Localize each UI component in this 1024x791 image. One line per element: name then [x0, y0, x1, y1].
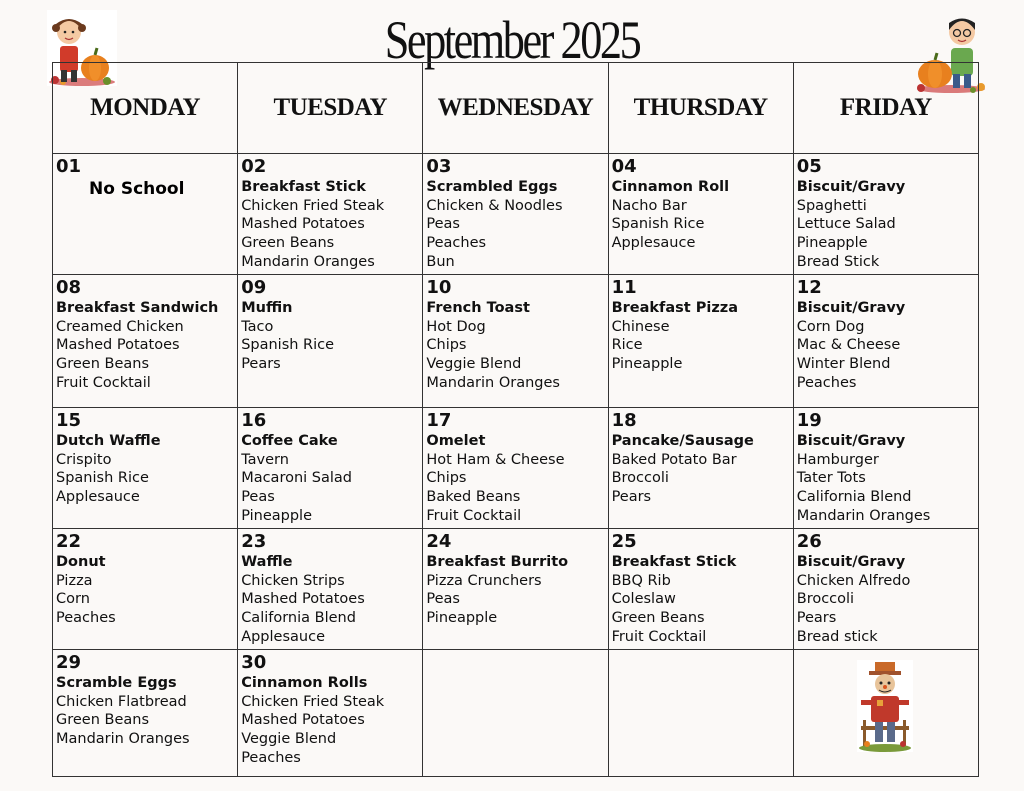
lunch-item: Broccoli: [796, 591, 855, 608]
lunch-item: Fruit Cocktail: [56, 374, 151, 391]
lunch-item: Pizza Crunchers: [426, 572, 542, 589]
day-cell: [238, 154, 423, 275]
breakfast-item: Breakfast Stick: [611, 554, 737, 570]
breakfast-item: Muffin: [241, 300, 293, 316]
lunch-item: Corn Dog: [796, 318, 865, 335]
day-number: 11: [611, 277, 637, 298]
day-cell: [793, 529, 978, 650]
day-number: 17: [426, 410, 452, 431]
breakfast-item: Breakfast Sandwich: [56, 300, 219, 316]
day-cell: [793, 275, 978, 408]
lunch-item: Pizza: [56, 572, 93, 589]
day-cell-content: [423, 154, 607, 272]
day-number: 29: [56, 652, 82, 673]
lunch-item: Spanish Rice: [241, 337, 335, 354]
day-cell: [608, 154, 793, 275]
lunch-item: Mac & Cheese: [796, 337, 901, 354]
lunch-item: Green Beans: [56, 356, 150, 373]
lunch-item: Taco: [241, 318, 274, 335]
day-cell-content: [53, 154, 237, 199]
lunch-item: Chicken Alfredo: [796, 572, 911, 589]
breakfast-item: Biscuit/Gravy: [796, 300, 906, 316]
day-number: 09: [241, 277, 267, 298]
lunch-item: Peaches: [796, 374, 857, 391]
day-cell: [793, 650, 978, 777]
lunch-item: Chinese: [611, 318, 670, 335]
day-number: 30: [241, 652, 267, 673]
week-row: [53, 408, 979, 529]
lunch-item: Green Beans: [241, 235, 335, 252]
week-row: [53, 529, 979, 650]
lunch-item: Mandarin Oranges: [56, 731, 190, 748]
lunch-item: Green Beans: [611, 610, 705, 627]
day-number: 26: [796, 531, 822, 552]
lunch-item: Broccoli: [611, 470, 669, 487]
lunch-item: California Blend: [796, 489, 912, 506]
lunch-item: Peaches: [241, 749, 301, 766]
day-cell: [238, 529, 423, 650]
day-cell: [608, 650, 793, 777]
day-cell: [238, 408, 423, 529]
day-cell: [423, 408, 608, 529]
lunch-item: Veggie Blend: [426, 356, 522, 373]
lunch-item: Applesauce: [611, 235, 696, 252]
breakfast-item: Cinnamon Rolls: [241, 675, 368, 691]
day-cell: [608, 529, 793, 650]
day-number: 03: [426, 156, 452, 177]
lunch-item: Winter Blend: [796, 356, 891, 373]
lunch-item: Hamburger: [796, 451, 879, 468]
day-cell-content: [423, 408, 607, 526]
weekday-header: THURSDAY: [608, 63, 793, 154]
lunch-item: Baked Beans: [426, 489, 521, 506]
lunch-item: Pears: [796, 610, 837, 627]
day-cell-content: [609, 154, 793, 253]
weekday-header: FRIDAY: [793, 63, 978, 154]
day-cell: [238, 275, 423, 408]
lunch-item: Hot Ham & Cheese: [426, 451, 565, 468]
page-title: September 2025: [384, 10, 640, 70]
day-cell: [53, 275, 238, 408]
lunch-item: Chips: [426, 337, 467, 354]
lunch-item: Green Beans: [56, 712, 150, 729]
lunch-item: BBQ Rib: [611, 572, 671, 589]
lunch-item: Bread Stick: [796, 253, 880, 270]
lunch-item: Bun: [426, 253, 455, 270]
breakfast-item: Breakfast Burrito: [426, 554, 569, 570]
day-number: 01: [56, 156, 82, 177]
lunch-item: Lettuce Salad: [796, 216, 896, 233]
day-cell-content: [423, 529, 607, 628]
day-cell: [793, 408, 978, 529]
day-cell: [53, 408, 238, 529]
breakfast-item: Waffle: [241, 554, 293, 570]
day-number: 22: [56, 531, 82, 552]
day-cell-content: [794, 650, 978, 752]
day-cell-content: [238, 408, 422, 526]
day-cell-content: [53, 650, 237, 749]
lunch-item: Mashed Potatoes: [56, 337, 180, 354]
day-cell-content: [423, 650, 607, 652]
lunch-item: Chicken Flatbread: [56, 693, 187, 710]
breakfast-item: French Toast: [426, 300, 530, 316]
day-cell-content: [794, 154, 978, 272]
lunch-item: Peas: [426, 591, 460, 608]
breakfast-item: Dutch Waffle: [56, 433, 161, 449]
lunch-item: Creamed Chicken: [56, 318, 184, 335]
lunch-item: Mandarin Oranges: [426, 374, 560, 391]
day-number: 08: [56, 277, 82, 298]
lunch-item: Nacho Bar: [611, 197, 687, 214]
breakfast-item: Cinnamon Roll: [611, 179, 730, 195]
day-cell-content: [238, 529, 422, 647]
week-row: [53, 650, 979, 777]
lunch-item: Spanish Rice: [611, 216, 705, 233]
lunch-item: Coleslaw: [611, 591, 676, 608]
day-cell: [608, 275, 793, 408]
day-cell-content: [53, 408, 237, 507]
day-cell-content: [609, 529, 793, 647]
lunch-item: Fruit Cocktail: [426, 507, 522, 524]
breakfast-item: Omelet: [426, 433, 486, 449]
day-cell: [608, 408, 793, 529]
day-cell-content: [238, 650, 422, 768]
lunch-item: Peaches: [426, 235, 487, 252]
day-cell: [53, 154, 238, 275]
day-cell-content: [238, 275, 422, 374]
lunch-item: Pineapple: [426, 610, 498, 627]
lunch-item: Veggie Blend: [241, 731, 337, 748]
lunch-item: Mashed Potatoes: [241, 591, 365, 608]
day-cell-content: [423, 275, 607, 393]
day-cell: [423, 650, 608, 777]
day-cell: [238, 650, 423, 777]
lunch-item: Applesauce: [241, 628, 325, 645]
day-cell-content: [794, 529, 978, 647]
breakfast-item: Biscuit/Gravy: [796, 433, 906, 449]
lunch-item: Corn: [56, 591, 90, 608]
day-number: 10: [426, 277, 452, 298]
lunch-item: Mashed Potatoes: [241, 712, 365, 729]
week-row: [53, 275, 979, 408]
day-cell-content: [53, 529, 237, 628]
lunch-menu-calendar: [52, 62, 979, 777]
lunch-item: California Blend: [241, 610, 356, 627]
weekday-header: MONDAY: [53, 63, 238, 154]
scarecrow-clipart: [857, 660, 913, 752]
lunch-item: Pears: [611, 489, 652, 506]
lunch-item: Spanish Rice: [56, 470, 149, 487]
lunch-item: Bread stick: [796, 628, 878, 645]
weekday-header-row: [53, 63, 979, 154]
day-number: 23: [241, 531, 267, 552]
lunch-item: Pineapple: [796, 235, 868, 252]
weekday-header: TUESDAY: [238, 63, 423, 154]
day-number: 16: [241, 410, 267, 431]
lunch-item: Chicken & Noodles: [426, 197, 563, 214]
lunch-item: Tavern: [241, 451, 289, 468]
lunch-item: Pears: [241, 356, 281, 373]
day-cell-content: [53, 275, 237, 393]
day-number: 19: [796, 410, 822, 431]
breakfast-item: Breakfast Pizza: [611, 300, 738, 316]
day-cell: [53, 650, 238, 777]
lunch-item: Chips: [426, 470, 467, 487]
day-number: 05: [796, 156, 822, 177]
breakfast-item: Breakfast Stick: [241, 179, 366, 195]
day-number: 02: [241, 156, 267, 177]
lunch-item: Chicken Fried Steak: [241, 693, 385, 710]
breakfast-item: Biscuit/Gravy: [796, 554, 906, 570]
lunch-item: Chicken Strips: [241, 572, 345, 589]
lunch-item: Rice: [611, 337, 643, 354]
day-cell-content: [794, 275, 978, 393]
lunch-item: Tater Tots: [796, 470, 866, 487]
breakfast-item: Pancake/Sausage: [611, 433, 754, 449]
lunch-item: Peas: [426, 216, 460, 233]
lunch-item: Macaroni Salad: [241, 470, 352, 487]
lunch-item: Mandarin Oranges: [241, 253, 375, 270]
lunch-item: Pineapple: [611, 356, 683, 373]
lunch-item: Applesauce: [56, 489, 140, 506]
day-cell: [423, 275, 608, 408]
day-cell-content: [238, 154, 422, 272]
lunch-item: Fruit Cocktail: [611, 628, 707, 645]
week-row: [53, 154, 979, 275]
day-cell: [423, 154, 608, 275]
lunch-item: Pineapple: [241, 507, 312, 524]
lunch-item: Mandarin Oranges: [796, 507, 931, 524]
weekday-header: WEDNESDAY: [423, 63, 608, 154]
lunch-item: Mashed Potatoes: [241, 216, 365, 233]
breakfast-item: Coffee Cake: [241, 433, 338, 449]
lunch-item: Chicken Fried Steak: [241, 197, 385, 214]
breakfast-item: Scrambled Eggs: [426, 179, 558, 195]
no-school-note: No School: [89, 179, 185, 199]
breakfast-item: Donut: [56, 554, 106, 570]
lunch-item: Peaches: [56, 610, 116, 627]
day-number: 12: [796, 277, 822, 298]
day-number: 15: [56, 410, 82, 431]
day-number: 04: [611, 156, 637, 177]
lunch-item: Spaghetti: [796, 197, 867, 214]
day-cell: [53, 529, 238, 650]
breakfast-item: Biscuit/Gravy: [796, 179, 906, 195]
day-cell-content: [794, 408, 978, 526]
day-cell-content: [609, 650, 793, 652]
day-cell: [793, 154, 978, 275]
day-number: 25: [611, 531, 637, 552]
day-cell-content: [609, 408, 793, 507]
breakfast-item: Scramble Eggs: [56, 675, 177, 691]
day-cell-content: [609, 275, 793, 374]
day-cell: [423, 529, 608, 650]
lunch-item: Crispito: [56, 451, 112, 468]
lunch-item: Hot Dog: [426, 318, 486, 335]
lunch-item: Baked Potato Bar: [611, 451, 737, 468]
day-number: 18: [611, 410, 637, 431]
lunch-item: Peas: [241, 489, 275, 506]
day-number: 24: [426, 531, 452, 552]
